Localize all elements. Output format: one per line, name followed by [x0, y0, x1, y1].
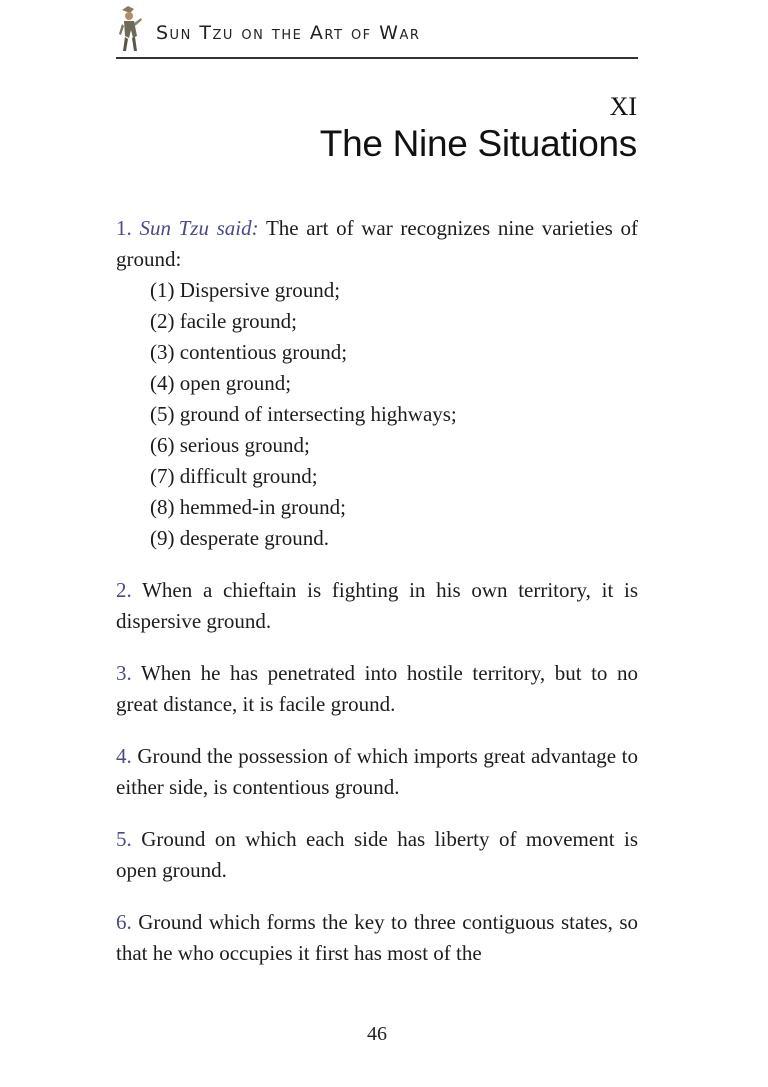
- paragraph-number: 5.: [116, 827, 132, 851]
- paragraph-number: 1.: [116, 216, 132, 240]
- paragraph-text: Ground which forms the key to three contiguous states, so that he who occupies it first has most of the: [116, 910, 639, 965]
- body-text: [116, 213, 638, 990]
- paragraph-text: Ground the possession of which imports great advantage to either side, is contentious ground.: [116, 744, 638, 799]
- list-item: (2) facile ground;: [150, 309, 297, 333]
- chapter-number: XI: [609, 92, 637, 121]
- paragraph-5: [116, 824, 638, 886]
- paragraph-text: Ground on which each side has liberty of movement is open ground.: [116, 827, 638, 882]
- list-item: (8) hemmed-in ground;: [150, 495, 346, 519]
- paragraph-number: 2.: [116, 578, 132, 602]
- paragraph-number: 6.: [116, 910, 132, 934]
- running-head-title: Sun Tzu on the Art of War: [156, 22, 421, 44]
- paragraph-text: When he has penetrated into hostile territory, but to no great distance, it is facile ground.: [116, 661, 638, 716]
- paragraph-text: The art of war recognizes nine varieties of ground:: [116, 216, 638, 271]
- paragraph-4: [116, 741, 638, 803]
- list-item: (9) desperate ground.: [150, 526, 330, 550]
- running-header: [116, 4, 638, 60]
- paragraph-2: [116, 575, 638, 637]
- paragraph-1: [116, 213, 638, 275]
- page-number: 46: [367, 1023, 387, 1045]
- speaker-attribution: Sun Tzu said:: [139, 216, 259, 240]
- list-item: (1) Dispersive ground;: [150, 278, 341, 302]
- header-rule: [116, 57, 638, 59]
- list-item: (6) serious ground;: [150, 433, 310, 457]
- list-item: (7) difficult ground;: [150, 464, 318, 488]
- list-item: (3) contentious ground;: [150, 340, 348, 364]
- chapter-title: The Nine Situations: [319, 123, 637, 164]
- paragraph-number: 4.: [116, 744, 132, 768]
- paragraph-text: When a chieftain is fighting in his own territory, it is dispersive ground.: [116, 578, 638, 633]
- ground-varieties-list: [116, 275, 638, 554]
- paragraph-6: [116, 907, 638, 969]
- paragraph-number: 3.: [116, 661, 132, 685]
- warrior-figure-icon: [116, 4, 146, 54]
- list-item: (4) open ground;: [150, 371, 292, 395]
- list-item: (5) ground of intersecting highways;: [150, 402, 457, 426]
- paragraph-3: [116, 658, 638, 720]
